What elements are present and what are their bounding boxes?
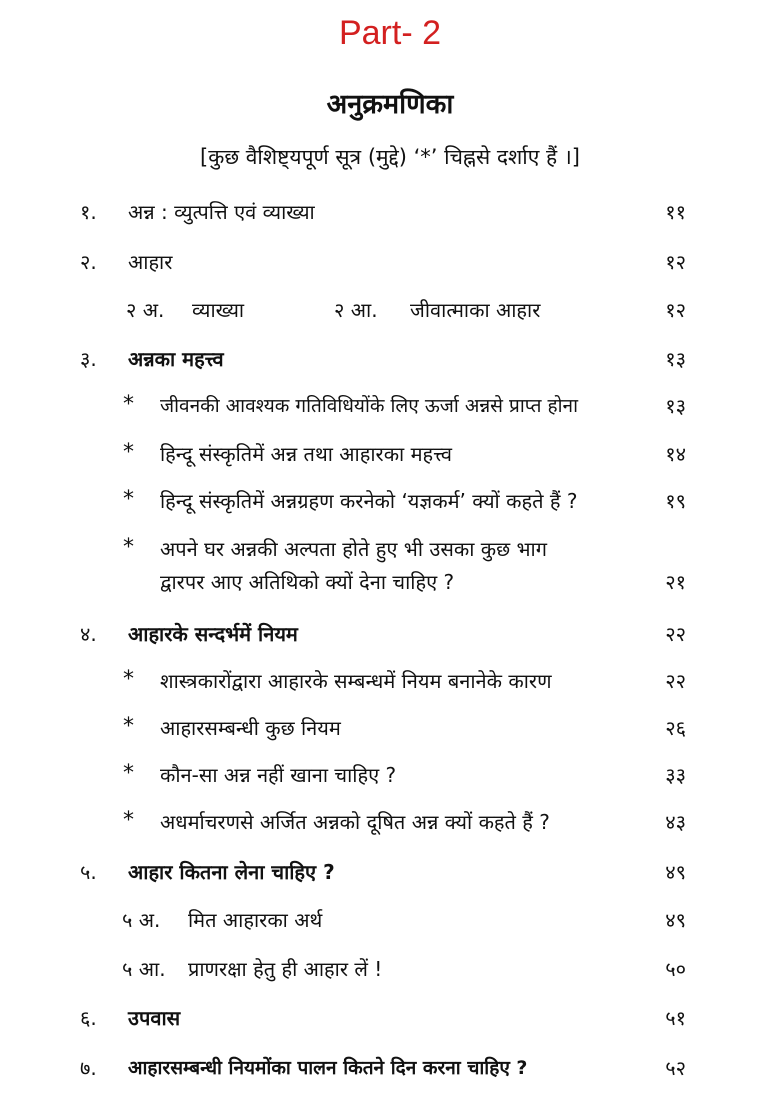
entry-title-line-2: द्वारपर आए अतिथिको क्यों देना चाहिए ? xyxy=(160,570,455,594)
entry-page: १३ xyxy=(665,394,686,418)
asterisk-icon: * xyxy=(123,761,134,786)
entry-page: ४९ xyxy=(665,908,686,932)
entry-page: १२ xyxy=(665,250,686,274)
subentry-number: ५ आ. xyxy=(122,957,166,981)
entry-page: ३३ xyxy=(665,763,686,787)
entry-page: ४९ xyxy=(665,860,686,884)
subentry-number: ५ अ. xyxy=(122,908,161,932)
entry-title: अधर्माचरणसे अर्जित अन्नको दूषित अन्न क्यों कहते हैं ? xyxy=(160,810,550,834)
asterisk-icon: * xyxy=(123,714,134,739)
part-label: Part- 2 xyxy=(338,14,442,52)
entry-title: अन्नका महत्त्व xyxy=(128,347,224,371)
entry-page: ११ xyxy=(665,200,686,224)
entry-title: उपवास xyxy=(128,1006,181,1030)
entry-number: २. xyxy=(80,250,97,274)
entry-title: आहारसम्बन्धी नियमोंका पालन कितने दिन करना चाहिए ? xyxy=(128,1057,528,1079)
entry-page: ५२ xyxy=(665,1056,686,1080)
subentry-title: जीवात्माका आहार xyxy=(410,298,541,322)
entry-page: १९ xyxy=(665,489,686,513)
entry-page: २२ xyxy=(665,622,686,646)
entry-page: ४३ xyxy=(665,810,686,834)
entry-number: ४. xyxy=(80,622,97,646)
entry-title-line-1: अपने घर अन्नकी अल्पता होते हुए भी उसका कुछ भाग xyxy=(160,537,547,561)
entry-page: २१ xyxy=(665,570,686,594)
subentry-title: प्राणरक्षा हेतु ही आहार लें ! xyxy=(188,957,383,981)
entry-page: ५१ xyxy=(665,1006,686,1030)
asterisk-icon: * xyxy=(123,667,134,692)
subentry-number: २ अ. xyxy=(126,298,165,322)
entry-title: जीवनकी आवश्यक गतिविधियोंके लिए ऊर्जा अन्नसे प्राप्त होना xyxy=(160,395,578,417)
entry-number: ६. xyxy=(80,1006,97,1030)
entry-title: आहार xyxy=(128,250,173,274)
entry-number: ७. xyxy=(80,1056,97,1080)
asterisk-icon: * xyxy=(123,535,134,560)
entry-title: हिन्दू संस्कृतिमें अन्नग्रहण करनेको ‘यज्ञकर्म’ क्यों कहते हैं ? xyxy=(160,489,578,513)
entry-page: १२ xyxy=(665,298,686,322)
entry-number: ५. xyxy=(80,860,97,884)
entry-title: अन्न : व्युत्पत्ति एवं व्याख्या xyxy=(128,200,315,224)
entry-page: १३ xyxy=(665,347,686,371)
entry-title: आहार कितना लेना चाहिए ? xyxy=(128,860,335,884)
entry-page: २६ xyxy=(665,716,686,740)
entry-page: २२ xyxy=(665,669,686,693)
entry-title: आहारके सन्दर्भमें नियम xyxy=(128,622,298,646)
asterisk-icon: * xyxy=(123,392,134,417)
asterisk-icon: * xyxy=(123,808,134,833)
index-heading: अनुक्रमणिका xyxy=(326,89,454,120)
entry-number: १. xyxy=(80,200,97,224)
index-note: [कुछ वैशिष्ट्यपूर्ण सूत्र (मुद्दे) ‘*’ चिह्नसे दर्शाए हैं ।] xyxy=(200,145,580,169)
entry-number: ३. xyxy=(80,347,97,371)
subentry-title: मित आहारका अर्थ xyxy=(188,908,323,932)
subentry-number: २ आ. xyxy=(334,298,378,322)
asterisk-icon: * xyxy=(123,487,134,512)
entry-page: ५० xyxy=(665,957,686,981)
subentry-title: व्याख्या xyxy=(192,298,245,322)
entry-title: शास्त्रकारोंद्वारा आहारके सम्बन्धमें नियम बनानेके कारण xyxy=(160,669,552,693)
entry-title: आहारसम्बन्धी कुछ नियम xyxy=(160,716,341,740)
entry-page: १४ xyxy=(665,442,686,466)
asterisk-icon: * xyxy=(123,440,134,465)
entry-title: कौन-सा अन्न नहीं खाना चाहिए ? xyxy=(160,763,397,787)
entry-title: हिन्दू संस्कृतिमें अन्न तथा आहारका महत्त्व xyxy=(160,442,453,466)
